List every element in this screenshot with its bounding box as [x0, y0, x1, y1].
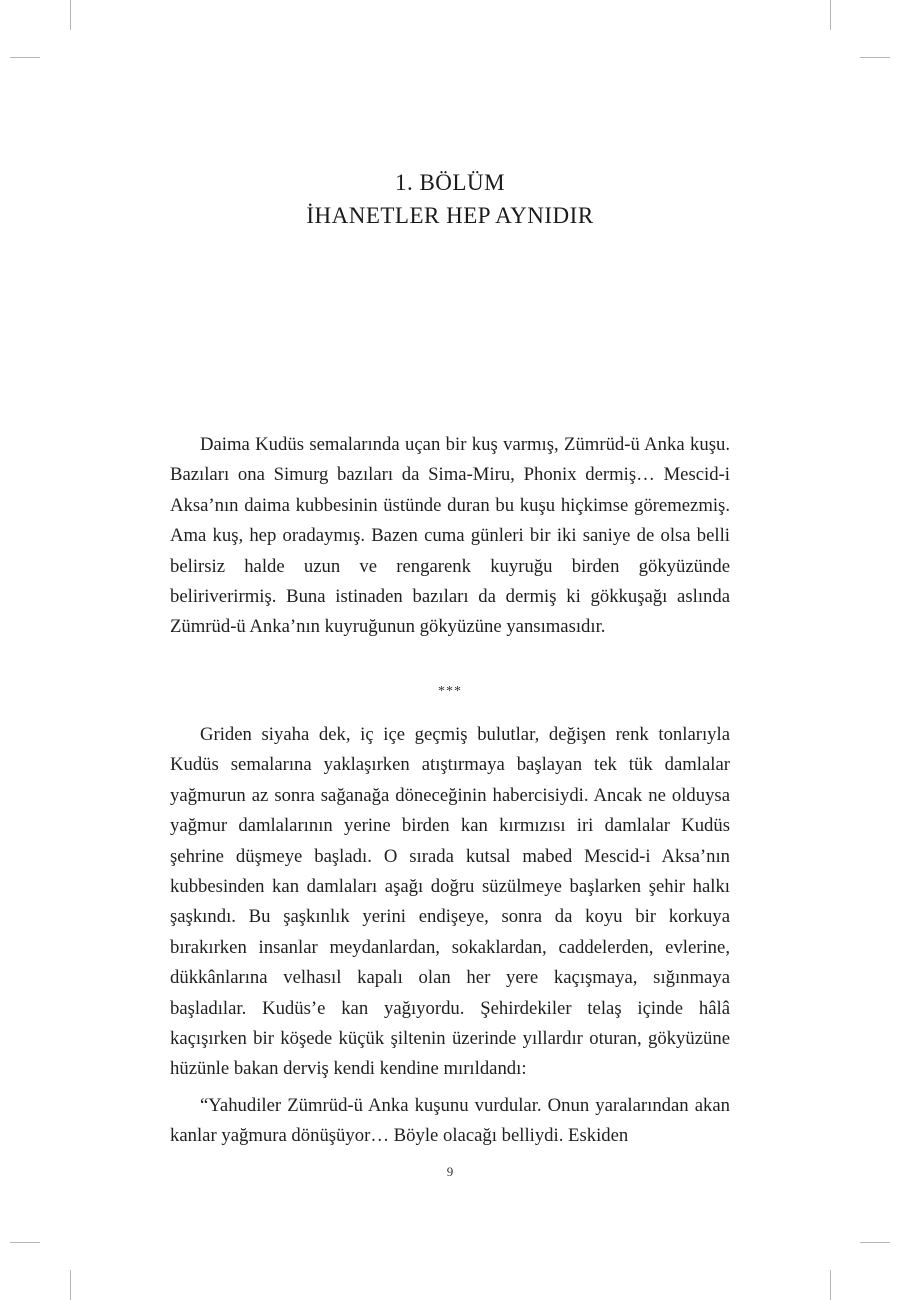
- body-text-before-break: [170, 430, 730, 643]
- paragraph: “Yahudiler Zümrüd-ü Anka kuşunu vurdular. Onun yaralarından akan kanlar yağmura dönüşüyor… Böyle olacağı belliydi. Eskiden: [170, 1094, 730, 1147]
- crop-mark-bottom-left: [70, 1270, 71, 1300]
- scene-break: ***: [438, 684, 462, 699]
- chapter-heading: [0, 166, 900, 232]
- crop-mark-top-left: [70, 0, 71, 30]
- crop-mark-top-right: [830, 0, 831, 30]
- paragraph: Daima Kudüs semalarında uçan bir kuş varmış, Zümrüd-ü Anka kuşu. Bazıları ona Simurg bazıları da Sima-Miru, Phonix dermiş… Mescid-i Aksa’nın daima kubbesinin üstünde duran bu kuşu hiçkimse göremezmiş. Ama kuş, hep oradaymış. Bazen cuma günleri bir iki saniye de olsa belli belirsiz halde uzun ve rengarenk kuyruğu birden gökyüzünde beliriverirmiş. Buna istinaden bazıları da dermiş ki gökkuşağı aslında Zümrüd-ü Anka’nın kuyruğunun gökyüzüne yansımasıdır.: [170, 434, 730, 638]
- chapter-title: İHANETLER HEP AYNIDIR: [306, 203, 594, 228]
- crop-mark-left-top: [10, 57, 40, 58]
- crop-mark-right-bottom: [860, 1242, 890, 1243]
- page-number: 9: [446, 1164, 454, 1179]
- crop-mark-bottom-right: [830, 1270, 831, 1300]
- crop-mark-left-bottom: [10, 1242, 40, 1243]
- paragraph: Griden siyaha dek, iç içe geçmiş bulutlar, değişen renk tonlarıyla Kudüs semalarına yaklaşırken atıştırmaya başlayan tek tük damlalar yağmurun az sonra sağanağa döneceğinin habercisiydi. Ancak ne olduysa yağmur damlalarının yerine birden kan kırmızısı iri damlalar Kudüs şehrine düşmeye başladı. O sırada kutsal mabed Mescid-i Aksa’nın kubbesinden kan damlaları aşağı doğru süzülmeye başlarken şehir halkı şaşkındı. Bu şaşkınlık yerini endişeye, sonra da koyu bir korkuya bırakırken insanlar meydanlardan, sokaklardan, caddelerden, evlerine, dükkânlarına velhasıl kapalı olan her yere kaçışmaya, sığınmaya başladılar. Kudüs’e kan yağıyordu. Şehirdekiler telaş içinde hâlâ kaçışırken bir köşede küçük şiltenin üzerinde yıllardır oturan, gökyüzüne hüzünle bakan derviş kendi kendine mırıldandı:: [170, 724, 730, 1080]
- chapter-number: 1. BÖLÜM: [394, 170, 506, 195]
- body-text-after-break: [170, 720, 730, 1152]
- crop-mark-right-top: [860, 57, 890, 58]
